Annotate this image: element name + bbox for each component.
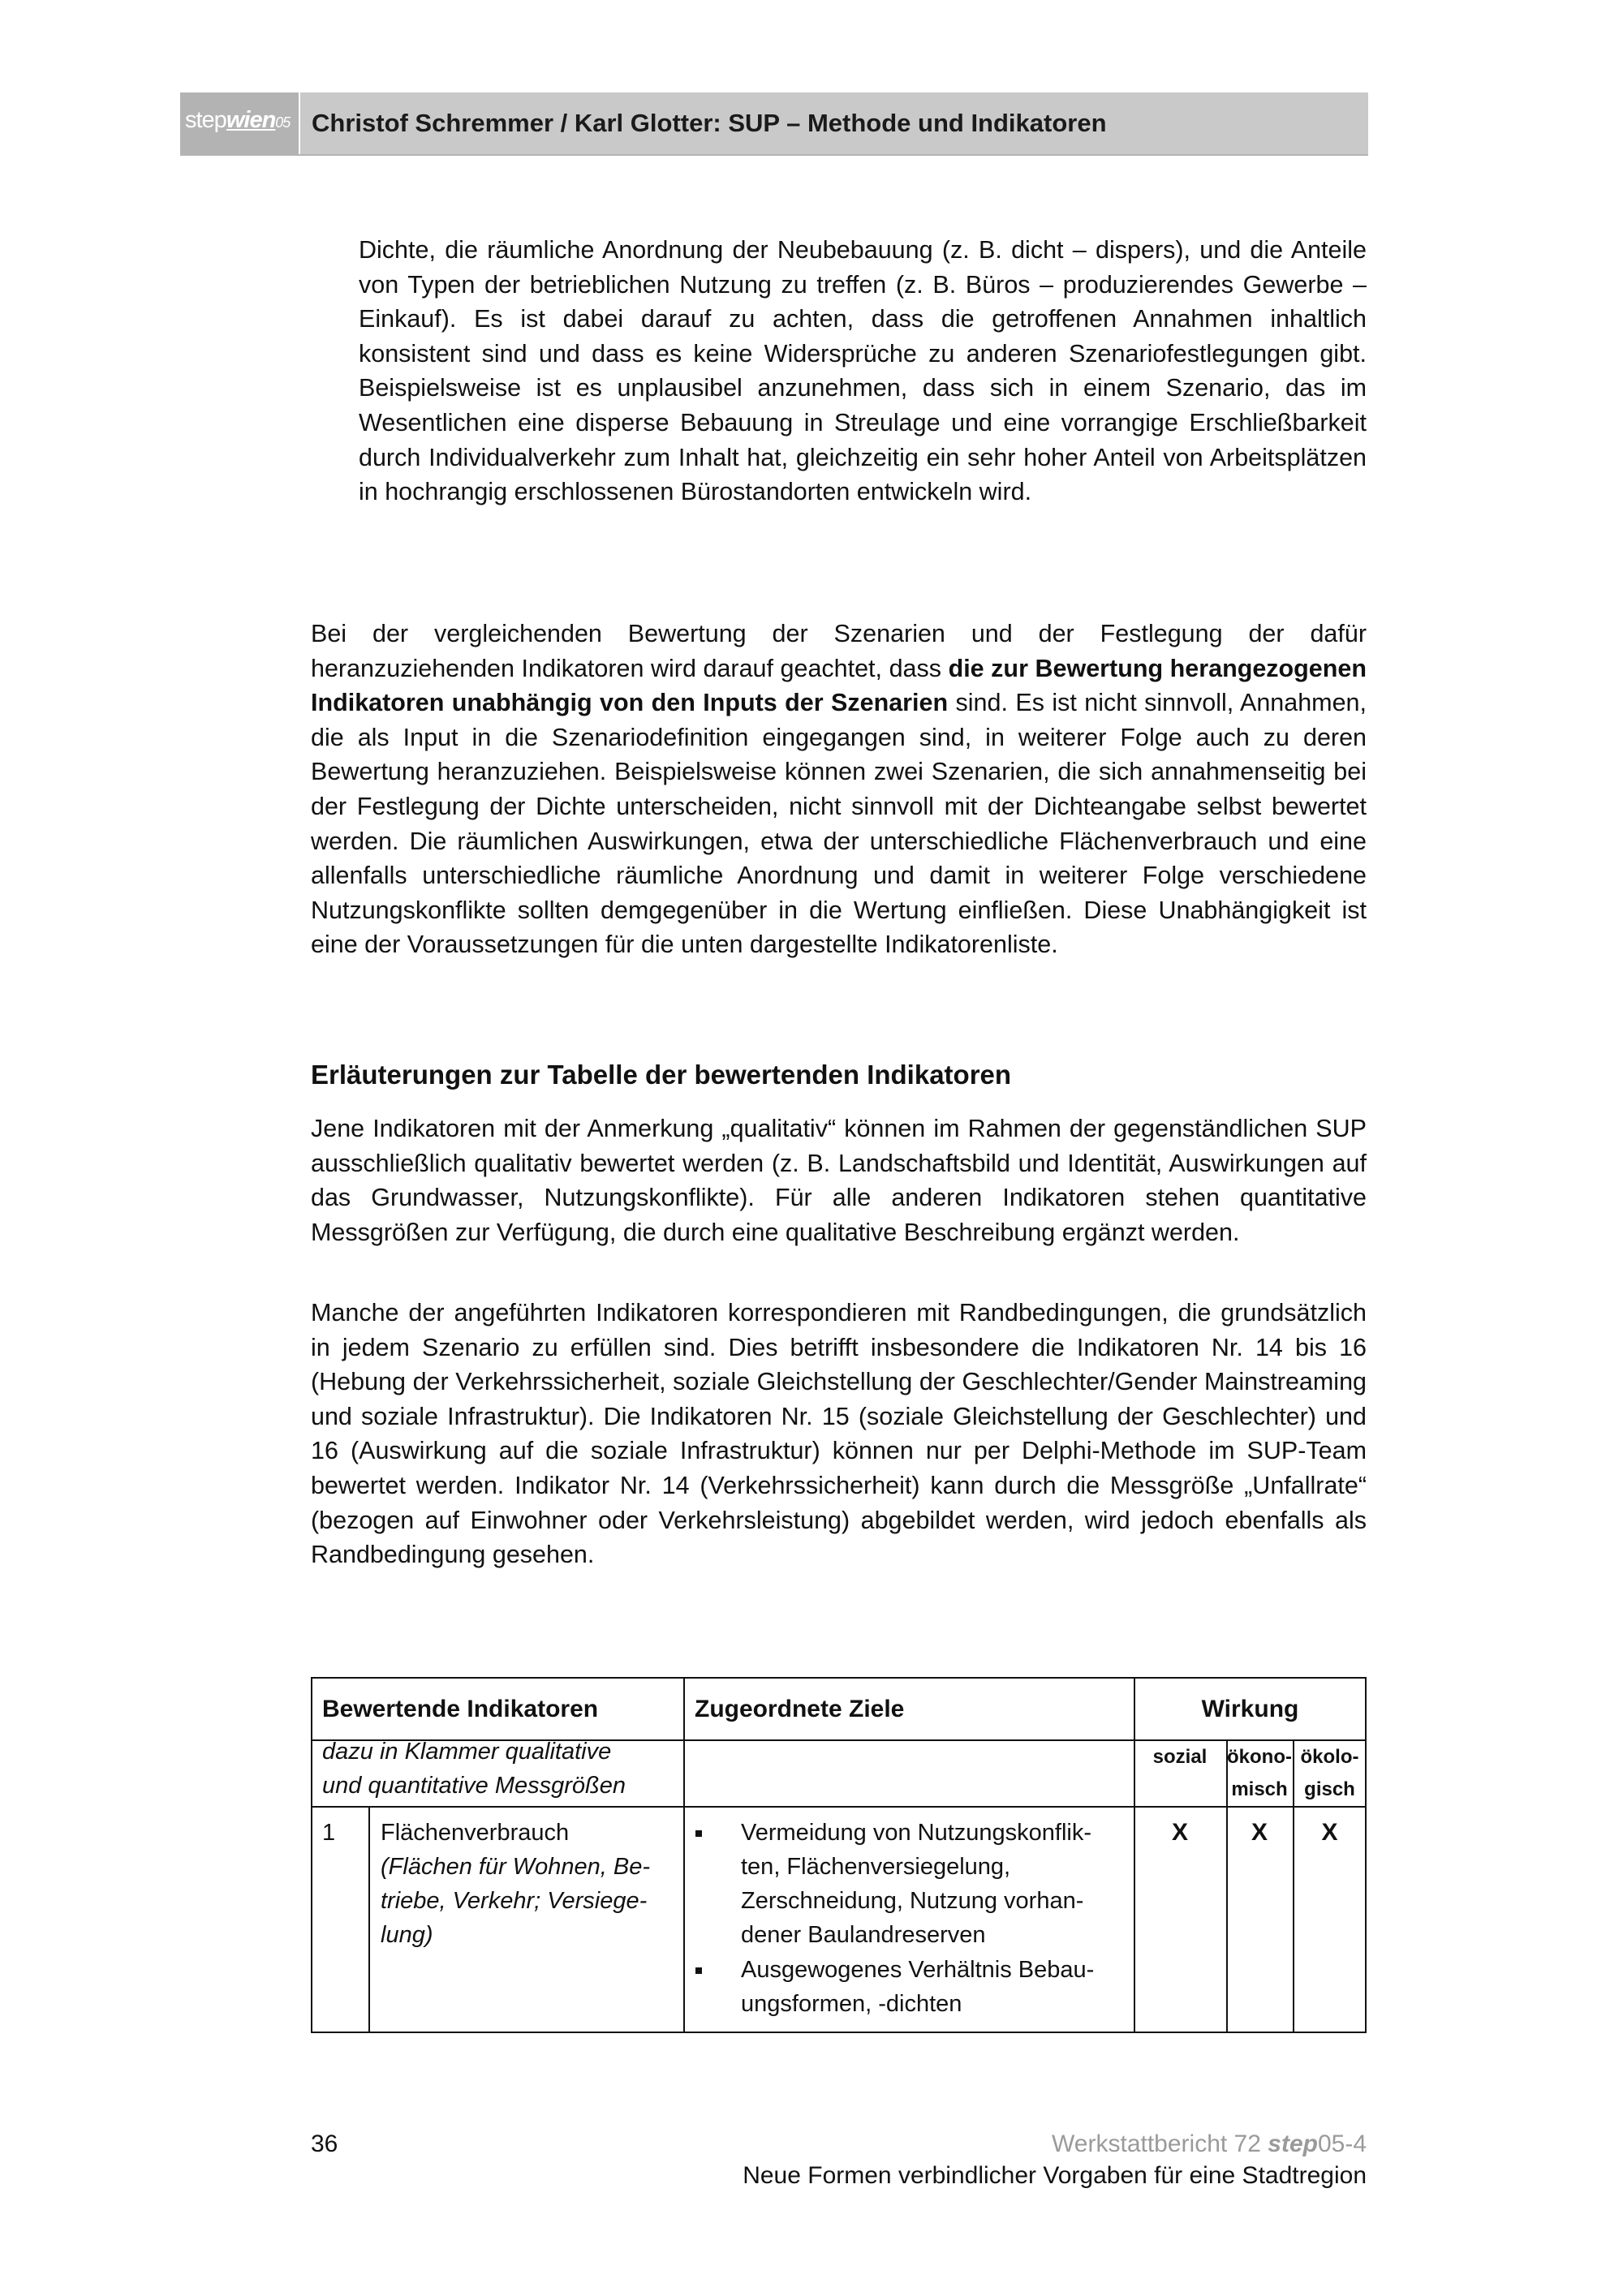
row-number: 1 <box>322 1820 336 1846</box>
effect-economic-label-2: misch <box>1231 1778 1288 1800</box>
section-heading: Erläuterungen zur Tabelle der bewertenden Indikatoren <box>311 1060 1012 1090</box>
col-header-goals: Zugeordnete Ziele <box>695 1696 905 1722</box>
indicators-note-line-1: dazu in Klammer qualitative <box>322 1739 612 1765</box>
footer-series-suffix: 05-4 <box>1317 2130 1367 2157</box>
logo-city: wien <box>226 107 276 133</box>
effect-social-label: sozial <box>1152 1746 1208 1768</box>
footer-subtitle: Neue Formen verbindlicher Vorgaben für eine Stadtregion <box>743 2162 1367 2189</box>
footer-series <box>1052 2130 1367 2158</box>
bullet-icon <box>695 1967 702 1974</box>
body-paragraph <box>311 617 1367 962</box>
effect-ecologic-mark: X <box>1321 1819 1338 1846</box>
bullet-icon <box>695 1830 702 1837</box>
section-paragraph-1: Jene Indikatoren mit der Anmerkung „qualitativ“ können im Rahmen der gegenständlichen SUP ausschließlich qualitativ bewertet werden (z. B. Landschaftsbild und Identität, Auswirkungen auf das Grundwasser, Nutzungskonflikte). Für alle anderen Indikatoren stehen quantitative Messgrößen zur Verfügung, die durch eine qualitative Beschreibung ergänzt werden. <box>311 1115 1367 1246</box>
effect-ecologic-label-1: ökolo- <box>1300 1746 1359 1768</box>
footer-series-prefix: Werkstattbericht 72 <box>1052 2130 1268 2157</box>
goal-2-line: Ausgewogenes Verhältnis Bebau- <box>741 1957 1095 1983</box>
indicators-note-line-2: und quantitative Messgrößen <box>322 1773 626 1799</box>
effect-ecologic-label-2: gisch <box>1304 1778 1355 1800</box>
effect-social-mark: X <box>1171 1819 1188 1846</box>
header-title: Christof Schremmer / Karl Glotter: SUP – Methode und Indikatoren <box>312 109 1107 137</box>
running-header <box>180 92 1368 156</box>
table-col-divider <box>368 1806 370 2032</box>
indicator-measure-line: lung) <box>381 1922 433 1948</box>
effect-economic-mark: X <box>1251 1819 1268 1846</box>
page-number: 36 <box>311 2130 338 2157</box>
table-row-divider <box>312 1806 1365 1808</box>
intro-paragraph: Dichte, die räumliche Anordnung der Neubebauung (z. B. dicht – dispers), und die Anteile von Typen der betrieblichen Nutzung zu treffen (z. B. Büros – produzierendes Gewerbe – Einkauf). Es ist dabei darauf zu achten, dass die getroffenen Annahmen inhaltlich konsistent sind und dass es keine Widersprüche zu anderen Szenariofestlegungen gibt. Beispielsweise ist es unplausibel anzunehmen, dass sich in einem Szenario, das im Wesentlichen eine disperse Bebauung in Streulage und eine vorrangige Erschließbarkeit durch Individualverkehr zum Inhalt hat, gleichzeitig ein sehr hoher Anteil von Arbeitsplätzen in hochrangig erschlossenen Bürostandorten entwickeln wird. <box>359 236 1367 506</box>
body-bold-phrase: die zur Bewertung herangezogenen Indikatoren unabhängig von den Inputs der Szenarien <box>311 654 1367 717</box>
goal-1-line: Vermeidung von Nutzungskonflik- <box>741 1820 1092 1846</box>
body-text-end: sind. Es ist nicht sinnvoll, Annahmen, die als Input in die Szenariodefinition eingegangen sind, in weiterer Folge auch zu deren Bewertung heranzuziehen. Beispielsweise können zwei Szenarien, die sich annahmenseitig bei der Festlegung der Dichte unterscheiden, nicht sinnvoll mit der Dichteangabe selbst bewertet werden. Die räumlichen Auswirkungen, etwa der unterschiedliche Flächenverbrauch und eine allenfalls unterschiedliche räumliche Anordnung und damit in weiterer Folge verschiedene Nutzungskonflikte sollten demgegenüber in die Wertung einfließen. Diese Unabhängigkeit ist eine der Voraussetzungen für die unten dargestellte Indikatorenliste. <box>311 689 1367 959</box>
logo-prefix: step <box>185 107 226 133</box>
goal-1-line: ten, Flächenversiegelung, <box>741 1854 1011 1880</box>
indicator-table <box>311 1677 1367 2033</box>
footer-series-step: step <box>1268 2130 1318 2157</box>
table-col-divider <box>683 1679 685 2032</box>
effect-economic-label-1: ökono- <box>1227 1746 1292 1768</box>
section-paragraph-2: Manche der angeführten Indikatoren korrespondieren mit Randbedingungen, die grundsätzlich in jedem Szenario zu erfüllen sind. Dies betrifft insbesondere die Indikatoren Nr. 14 bis 16 (Hebung der Verkehrssicherheit, soziale Gleichstellung der Geschlechter/Gender Mainstreaming und soziale Infrastruktur). Die Indikatoren Nr. 15 (soziale Gleichstellung der Geschlechter) und 16 (Auswirkung auf die soziale Infrastruktur) können nur per Delphi-Methode im SUP-Team bewertet werden. Indikator Nr. 14 (Verkehrssicherheit) kann durch die Messgröße „Unfallrate“ (bezogen auf Einwohner oder Verkehrsleistung) abgebildet werden, wird jedoch ebenfalls als Randbedingung gesehen. <box>311 1299 1367 1569</box>
goal-2-line: ungsformen, -dichten <box>741 1991 962 2017</box>
col-header-indicators: Bewertende Indikatoren <box>322 1696 599 1722</box>
logo-suffix: 05 <box>275 114 291 131</box>
table-col-divider <box>1134 1679 1135 2032</box>
indicator-measure-line: (Flächen für Wohnen, Be- <box>381 1854 651 1880</box>
indicator-measure-line: triebe, Verkehr; Versiege- <box>381 1888 648 1914</box>
goal-1-line: Zerschneidung, Nutzung vorhan- <box>741 1888 1084 1914</box>
goal-1-line: dener Baulandreserven <box>741 1922 986 1948</box>
col-header-effect: Wirkung <box>1201 1696 1299 1722</box>
indicator-name: Flächenverbrauch <box>381 1820 570 1846</box>
body-text-start: Bei der vergleichenden Bewertung der Szenarien und der Festlegung der dafür heranzuziehenden Indikatoren wird darauf geachtet, dass <box>311 620 1367 682</box>
stepwien-logo <box>180 92 300 154</box>
